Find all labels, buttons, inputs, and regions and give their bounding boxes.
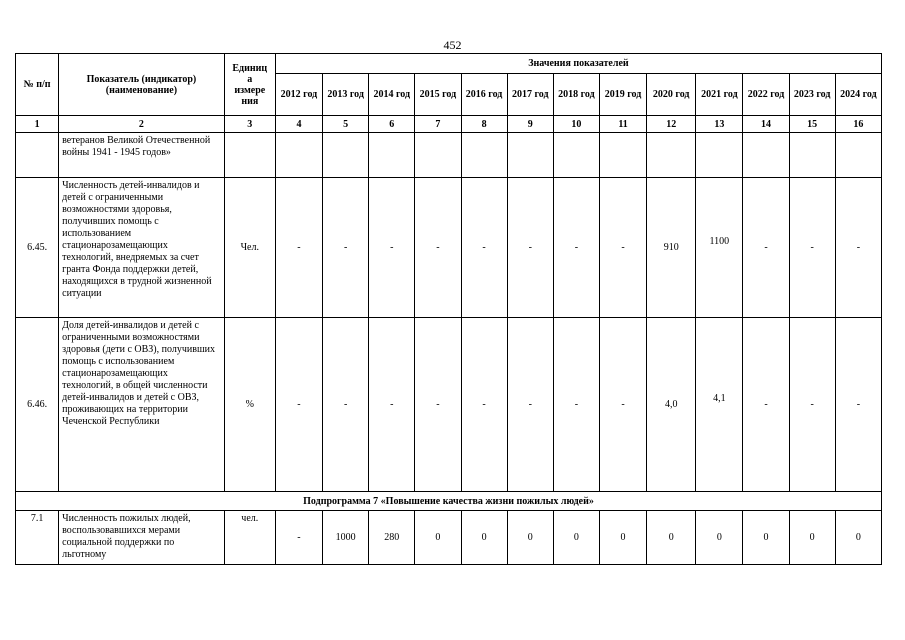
column-number: 7 [415, 116, 461, 133]
year-header: 2023 год [789, 74, 835, 116]
year-header: 2014 год [369, 74, 415, 116]
value-cell: 1100 [696, 178, 743, 318]
value-cell: 0 [553, 511, 599, 565]
value-cell [647, 133, 696, 178]
value-cell: 0 [696, 511, 743, 565]
value-cell: - [369, 318, 415, 492]
value-cell [369, 133, 415, 178]
column-number: 13 [696, 116, 743, 133]
year-header: 2022 год [743, 74, 789, 116]
indicators-table [15, 53, 882, 565]
column-number: 9 [507, 116, 553, 133]
column-number: 10 [553, 116, 599, 133]
indicator-name: Численность пожилых людей, воспользовавшихся мерами социальной поддержки по льготному [59, 511, 225, 565]
indicator-name: Численность детей-инвалидов и детей с ограниченными возможностями здоровья, получивших помощь с использованием стационарозамещающих технологий, внедряемых за счет гранта Фонда поддержки детей, находящихся в трудной жизненной ситуации [59, 178, 225, 318]
value-cell: 0 [835, 511, 881, 565]
value-cell: 0 [647, 511, 696, 565]
value-cell: - [789, 318, 835, 492]
value-cell: 4,1 [696, 318, 743, 492]
unit: чел. [224, 511, 275, 565]
value-cell: - [323, 318, 369, 492]
table-row [16, 318, 882, 492]
year-header: 2021 год [696, 74, 743, 116]
value-cell: - [461, 318, 507, 492]
value-cell: 0 [599, 511, 646, 565]
value-cell [415, 133, 461, 178]
indicator-name: ветеранов Великой Отечественной войны 1941 - 1945 годов» [59, 133, 225, 178]
year-header: 2019 год [599, 74, 646, 116]
column-number: 15 [789, 116, 835, 133]
column-number: 5 [323, 116, 369, 133]
value-cell [323, 133, 369, 178]
value-cell: - [275, 511, 322, 565]
value-cell [835, 133, 881, 178]
value-cell: - [835, 178, 881, 318]
value-cell: 4,0 [647, 318, 696, 492]
year-header: 2012 год [275, 74, 322, 116]
column-number: 12 [647, 116, 696, 133]
column-number: 14 [743, 116, 789, 133]
value-cell [461, 133, 507, 178]
header-num: № п/п [16, 54, 59, 116]
column-number: 2 [59, 116, 225, 133]
value-cell: - [507, 178, 553, 318]
value-cell: 1000 [323, 511, 369, 565]
indicator-name: Доля детей-инвалидов и детей с ограниченными возможностями здоровья (дети с ОВЗ), получивших помощь с использованием стационарозамещающих технологий, в общей численности детей-инвалидов и детей с ОВЗ, проживающих на территории Чеченской Республики [59, 318, 225, 492]
value-cell [507, 133, 553, 178]
row-number: 7.1 [16, 511, 59, 565]
year-header: 2013 год [323, 74, 369, 116]
value-cell: 0 [507, 511, 553, 565]
value-cell: - [789, 178, 835, 318]
column-number: 1 [16, 116, 59, 133]
page-number: 452 [443, 38, 462, 52]
row-number [16, 133, 59, 178]
value-cell: - [323, 178, 369, 318]
value-cell: 910 [647, 178, 696, 318]
year-header: 2015 год [415, 74, 461, 116]
value-cell: 0 [789, 511, 835, 565]
value-cell [275, 133, 322, 178]
value-cell: - [415, 318, 461, 492]
header-values-group: Значения показателей [275, 54, 881, 74]
subprogram-row [16, 492, 882, 511]
column-number: 8 [461, 116, 507, 133]
value-cell: - [743, 318, 789, 492]
column-number: 4 [275, 116, 322, 133]
unit: Чел. [224, 178, 275, 318]
column-number: 11 [599, 116, 646, 133]
header-indicator: Показатель (индикатор) (наименование) [59, 54, 225, 116]
value-cell: 0 [743, 511, 789, 565]
year-header: 2016 год [461, 74, 507, 116]
column-number: 6 [369, 116, 415, 133]
value-cell: - [415, 178, 461, 318]
value-cell: - [599, 318, 646, 492]
row-number: 6.46. [16, 318, 59, 492]
value-cell [743, 133, 789, 178]
year-header: 2017 год [507, 74, 553, 116]
value-cell [553, 133, 599, 178]
unit [224, 133, 275, 178]
value-cell: - [461, 178, 507, 318]
table-row [16, 178, 882, 318]
column-number-row [16, 116, 882, 133]
value-cell: 280 [369, 511, 415, 565]
year-header: 2018 год [553, 74, 599, 116]
value-cell: - [553, 178, 599, 318]
value-cell: 0 [461, 511, 507, 565]
column-number: 16 [835, 116, 881, 133]
year-header: 2024 год [835, 74, 881, 116]
unit: % [224, 318, 275, 492]
value-cell [789, 133, 835, 178]
subprogram-title: Подпрограмма 7 «Повышение качества жизни пожилых людей» [16, 492, 882, 511]
value-cell: - [743, 178, 789, 318]
value-cell [599, 133, 646, 178]
value-cell [696, 133, 743, 178]
table-row [16, 511, 882, 565]
value-cell: 0 [415, 511, 461, 565]
year-header: 2020 год [647, 74, 696, 116]
value-cell: - [275, 318, 322, 492]
value-cell: - [369, 178, 415, 318]
column-number: 3 [224, 116, 275, 133]
header-unit: Единиц а измере ния [224, 54, 275, 116]
value-cell: - [275, 178, 322, 318]
value-cell: - [553, 318, 599, 492]
value-cell: - [599, 178, 646, 318]
table-row [16, 133, 882, 178]
row-number: 6.45. [16, 178, 59, 318]
value-cell: - [835, 318, 881, 492]
value-cell: - [507, 318, 553, 492]
